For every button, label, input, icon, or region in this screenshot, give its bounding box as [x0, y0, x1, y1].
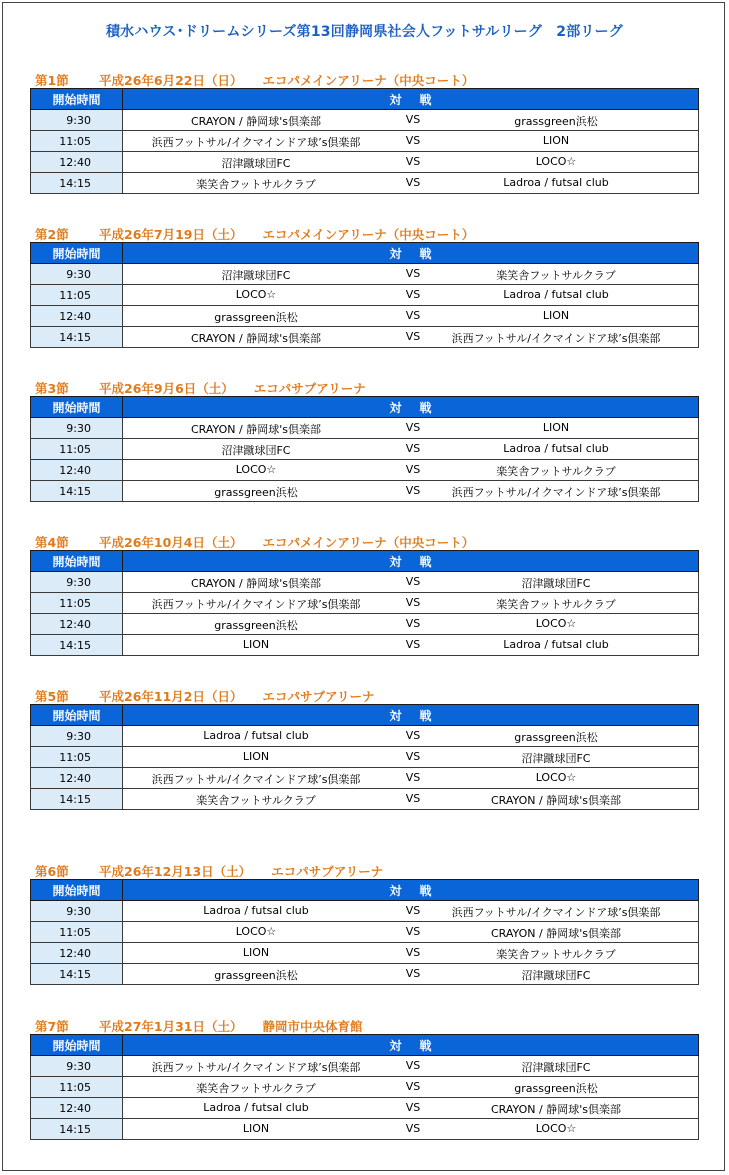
kickoff-time: 12:40	[31, 460, 123, 481]
home-team: LOCO☆	[235, 463, 277, 476]
vs-label: VS	[405, 596, 421, 609]
home-team: 浜西フットサル/イクマインドア球’s倶楽部	[151, 136, 361, 149]
header-match: 対戦	[389, 1038, 450, 1053]
away-team: Ladroa / futsal club	[503, 176, 609, 189]
table-header-row	[31, 705, 699, 726]
vs-label: VS	[405, 1101, 421, 1114]
table-row	[31, 901, 699, 922]
table-header-row	[31, 89, 699, 110]
table-row	[31, 327, 699, 348]
round-date: 平成26年10月4日（土）	[99, 535, 243, 550]
table-row	[31, 572, 699, 593]
kickoff-time: 12:40	[31, 768, 123, 789]
away-team: Ladroa / futsal club	[503, 442, 609, 455]
away-team: LOCO☆	[535, 1122, 577, 1135]
kickoff-time: 12:40	[31, 943, 123, 964]
vs-label: VS	[405, 267, 421, 280]
home-team: LION	[242, 1122, 270, 1135]
kickoff-time: 14:15	[31, 789, 123, 810]
home-team: 楽笑舎フットサルクラブ	[196, 794, 316, 807]
header-time: 開始時間	[31, 89, 123, 110]
away-team: 沼津蹴球団FC	[521, 1061, 591, 1074]
kickoff-time: 9:30	[31, 572, 123, 593]
home-team: 沼津蹴球団FC	[221, 157, 291, 170]
header-match: 対戦	[389, 400, 450, 415]
table-row	[31, 593, 699, 614]
vs-label: VS	[405, 288, 421, 301]
home-team: LION	[242, 750, 270, 763]
away-team: 楽笑舎フットサルクラブ	[496, 948, 616, 961]
kickoff-time: 14:15	[31, 173, 123, 194]
home-team: LION	[242, 638, 270, 651]
home-team: grassgreen浜松	[214, 969, 298, 982]
table-header-row	[31, 551, 699, 572]
vs-label: VS	[405, 1122, 421, 1135]
round-label: 第5節	[35, 689, 69, 704]
match-table	[30, 704, 699, 810]
home-team: LOCO☆	[235, 288, 277, 301]
vs-label: VS	[405, 309, 421, 322]
kickoff-time: 12:40	[31, 152, 123, 173]
table-row	[31, 726, 699, 747]
home-team: 沼津蹴球団FC	[221, 269, 291, 282]
kickoff-time: 11:05	[31, 439, 123, 460]
home-team: 楽笑舎フットサルクラブ	[196, 1082, 316, 1095]
vs-label: VS	[405, 617, 421, 630]
table-row	[31, 110, 699, 131]
round-venue: 静岡市中央体育館	[262, 1019, 363, 1034]
header-time: 開始時間	[31, 397, 123, 418]
table-row	[31, 614, 699, 635]
away-team: Ladroa / futsal club	[503, 288, 609, 301]
kickoff-time: 14:15	[31, 481, 123, 502]
round-heading	[35, 225, 474, 241]
kickoff-time: 12:40	[31, 614, 123, 635]
round-date: 平成26年11月2日（日）	[99, 689, 243, 704]
table-row	[31, 635, 699, 656]
vs-label: VS	[405, 771, 421, 784]
header-match: 対戦	[389, 708, 450, 723]
away-team: 沼津蹴球団FC	[521, 577, 591, 590]
table-row	[31, 964, 699, 985]
away-team: 沼津蹴球団FC	[521, 969, 591, 982]
kickoff-time: 9:30	[31, 1056, 123, 1077]
kickoff-time: 11:05	[31, 747, 123, 768]
away-team: 沼津蹴球団FC	[521, 752, 591, 765]
round-date: 平成26年7月19日（土）	[99, 227, 243, 242]
header-match: 対戦	[389, 92, 450, 107]
kickoff-time: 11:05	[31, 1077, 123, 1098]
match-table	[30, 879, 699, 985]
away-team: LOCO☆	[535, 155, 577, 168]
table-row	[31, 173, 699, 194]
vs-label: VS	[405, 750, 421, 763]
round-label: 第7節	[35, 1019, 69, 1034]
away-team: CRAYON / 静岡球's倶楽部	[490, 794, 621, 807]
table-row	[31, 1056, 699, 1077]
kickoff-time: 11:05	[31, 922, 123, 943]
round-heading	[35, 687, 375, 703]
away-team: CRAYON / 静岡球's倶楽部	[490, 927, 621, 940]
table-row	[31, 481, 699, 502]
vs-label: VS	[405, 967, 421, 980]
kickoff-time: 14:15	[31, 964, 123, 985]
round-date: 平成27年1月31日（土）	[99, 1019, 243, 1034]
round-date: 平成26年6月22日（日）	[99, 73, 243, 88]
away-team: 楽笑舎フットサルクラブ	[496, 269, 616, 282]
home-team: LOCO☆	[235, 925, 277, 938]
round-venue: エコパサブアリーナ	[253, 381, 366, 396]
table-row	[31, 1098, 699, 1119]
home-team: grassgreen浜松	[214, 311, 298, 324]
round-date: 平成26年9月6日（土）	[99, 381, 234, 396]
table-row	[31, 152, 699, 173]
away-team: LION	[542, 309, 570, 322]
home-team: grassgreen浜松	[214, 619, 298, 632]
home-team: LION	[242, 946, 270, 959]
round-venue: エコパサブアリーナ	[262, 689, 375, 704]
kickoff-time: 11:05	[31, 285, 123, 306]
table-row	[31, 306, 699, 327]
round-label: 第1節	[35, 73, 69, 88]
page-title: 積水ハウス･ドリームシリーズ第13回静岡県社会人フットサルリーグ 2部リーグ	[105, 24, 624, 40]
kickoff-time: 11:05	[31, 131, 123, 152]
away-team: grassgreen浜松	[514, 731, 598, 744]
table-header-row	[31, 880, 699, 901]
kickoff-time: 14:15	[31, 1119, 123, 1140]
table-row	[31, 1119, 699, 1140]
kickoff-time: 12:40	[31, 1098, 123, 1119]
vs-label: VS	[405, 925, 421, 938]
vs-label: VS	[405, 729, 421, 742]
away-team: 浜西フットサル/イクマインドア球’s倶楽部	[451, 486, 661, 499]
table-row	[31, 439, 699, 460]
table-row	[31, 285, 699, 306]
round-date: 平成26年12月13日（土）	[99, 864, 252, 879]
away-team: LOCO☆	[535, 771, 577, 784]
home-team: CRAYON / 静岡球's倶楽部	[190, 115, 321, 128]
home-team: CRAYON / 静岡球's倶楽部	[190, 577, 321, 590]
round-heading	[35, 862, 383, 878]
kickoff-time: 9:30	[31, 264, 123, 285]
match-table	[30, 396, 699, 502]
kickoff-time: 9:30	[31, 901, 123, 922]
kickoff-time: 9:30	[31, 110, 123, 131]
round-label: 第2節	[35, 227, 69, 242]
kickoff-time: 14:15	[31, 327, 123, 348]
home-team: Ladroa / futsal club	[203, 1101, 309, 1114]
vs-label: VS	[405, 484, 421, 497]
header-time: 開始時間	[31, 1035, 123, 1056]
match-table	[30, 242, 699, 348]
vs-label: VS	[405, 330, 421, 343]
vs-label: VS	[405, 575, 421, 588]
match-table	[30, 1034, 699, 1140]
vs-label: VS	[405, 1080, 421, 1093]
vs-label: VS	[405, 113, 421, 126]
match-table	[30, 88, 699, 194]
away-team: grassgreen浜松	[514, 115, 598, 128]
vs-label: VS	[405, 463, 421, 476]
table-row	[31, 1077, 699, 1098]
header-match: 対戦	[389, 246, 450, 261]
table-header-row	[31, 1035, 699, 1056]
table-header-row	[31, 243, 699, 264]
home-team: Ladroa / futsal club	[203, 904, 309, 917]
vs-label: VS	[405, 792, 421, 805]
home-team: 沼津蹴球団FC	[221, 444, 291, 457]
round-heading	[35, 379, 366, 395]
vs-label: VS	[405, 1059, 421, 1072]
table-row	[31, 264, 699, 285]
vs-label: VS	[405, 176, 421, 189]
home-team: CRAYON / 静岡球's倶楽部	[190, 423, 321, 436]
header-match: 対戦	[389, 883, 450, 898]
away-team: LOCO☆	[535, 617, 577, 630]
header-time: 開始時間	[31, 705, 123, 726]
table-row	[31, 460, 699, 481]
vs-label: VS	[405, 134, 421, 147]
round-label: 第6節	[35, 864, 69, 879]
table-row	[31, 922, 699, 943]
round-label: 第3節	[35, 381, 69, 396]
away-team: LION	[542, 134, 570, 147]
away-team: LION	[542, 421, 570, 434]
kickoff-time: 11:05	[31, 593, 123, 614]
kickoff-time: 12:40	[31, 306, 123, 327]
header-time: 開始時間	[31, 551, 123, 572]
table-row	[31, 747, 699, 768]
away-team: 楽笑舎フットサルクラブ	[496, 598, 616, 611]
away-team: 浜西フットサル/イクマインドア球’s倶楽部	[451, 332, 661, 345]
table-row	[31, 943, 699, 964]
header-time: 開始時間	[31, 880, 123, 901]
home-team: grassgreen浜松	[214, 486, 298, 499]
vs-label: VS	[405, 421, 421, 434]
round-heading	[35, 1017, 363, 1033]
table-header-row	[31, 397, 699, 418]
table-row	[31, 418, 699, 439]
header-time: 開始時間	[31, 243, 123, 264]
vs-label: VS	[405, 155, 421, 168]
home-team: 浜西フットサル/イクマインドア球’s倶楽部	[151, 1061, 361, 1074]
round-heading	[35, 533, 474, 549]
round-label: 第4節	[35, 535, 69, 550]
away-team: grassgreen浜松	[514, 1082, 598, 1095]
round-venue: エコパメインアリーナ（中央コート）	[262, 535, 475, 550]
kickoff-time: 9:30	[31, 418, 123, 439]
home-team: 浜西フットサル/イクマインドア球’s倶楽部	[151, 773, 361, 786]
vs-label: VS	[405, 946, 421, 959]
vs-label: VS	[405, 904, 421, 917]
away-team: Ladroa / futsal club	[503, 638, 609, 651]
vs-label: VS	[405, 638, 421, 651]
round-venue: エコパメインアリーナ（中央コート）	[262, 227, 475, 242]
table-row	[31, 131, 699, 152]
table-row	[31, 789, 699, 810]
round-venue: エコパメインアリーナ（中央コート）	[262, 73, 475, 88]
round-venue: エコパサブアリーナ	[271, 864, 384, 879]
home-team: 浜西フットサル/イクマインドア球’s倶楽部	[151, 598, 361, 611]
match-table	[30, 550, 699, 656]
round-heading	[35, 71, 474, 87]
kickoff-time: 14:15	[31, 635, 123, 656]
home-team: Ladroa / futsal club	[203, 729, 309, 742]
header-match: 対戦	[389, 554, 450, 569]
away-team: CRAYON / 静岡球's倶楽部	[490, 1103, 621, 1116]
vs-label: VS	[405, 442, 421, 455]
home-team: CRAYON / 静岡球's倶楽部	[190, 332, 321, 345]
away-team: 楽笑舎フットサルクラブ	[496, 465, 616, 478]
table-row	[31, 768, 699, 789]
kickoff-time: 9:30	[31, 726, 123, 747]
away-team: 浜西フットサル/イクマインドア球’s倶楽部	[451, 906, 661, 919]
home-team: 楽笑舎フットサルクラブ	[196, 178, 316, 191]
